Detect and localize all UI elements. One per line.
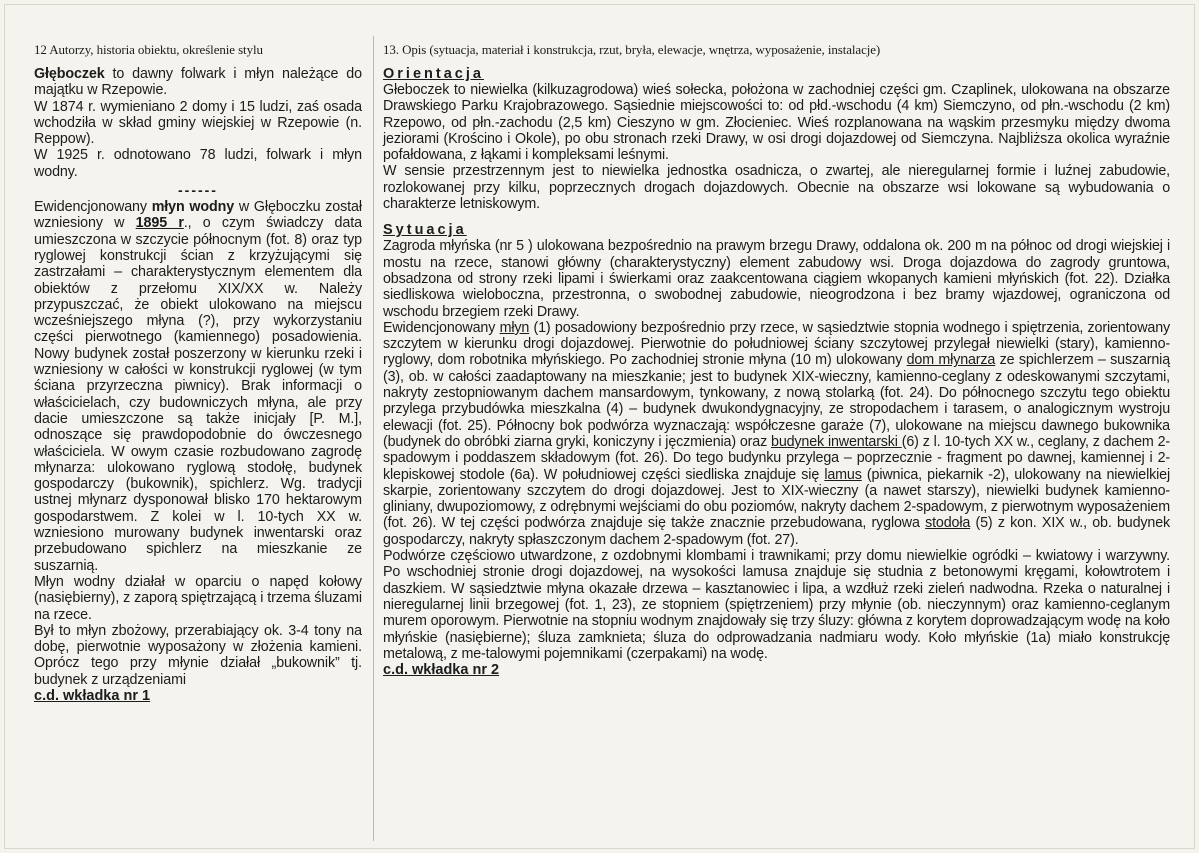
situation-text-a: Ewidencjonowany	[383, 319, 500, 336]
lamus-term: lamus	[824, 466, 862, 483]
miller-house-term: dom młynarza	[906, 352, 996, 369]
mill-history-paragraph	[34, 199, 362, 574]
situation-text-d: (6) z l. 10-tych XX w., ceglany, z dachem 2-spadowym i poddaszem składowym (fot. 26). Do tego budynku przylega – poprzecznie - fragment po dawnej, kamiennej i 2-klepiskowej stodole (6a). W południowej części siedliska znajduje się	[383, 433, 1170, 483]
orientation-paragraph-2: W sensie przestrzennym jest to niewielka jednostka osadnicza, o zwartej, ale nieregularnej formie i luźnej zabudowie, rozlokowanej przy kilku, poprzecznych drogach dojazdowych. Obecnie na obszarze wsi lokowane są wybudowania o charakterze letniskowym.	[383, 163, 1170, 213]
orientation-paragraph-1: Głeboczek to niewielka (kilkuzagrodowa) wieś sołecka, położona w zachodniej części gm. Czaplinek, ulokowana na obszarze Drawskiego Parku Krajobrazowego. Sąsiednie miejscowości to: od płd.-wschodu (4 km) Siemczyno, od płn.-wschodu (2 km) Rzepowo, od płn.-zachodu (2,5 km) Cieszyno w gm. Złocieniec. Wieś rozplanowana na wąskim przesmyku między dwoma jeziorami (Krościno i Okole), po obu stronach rzeki Drawy, w osi drogi dojazdowej od Siemczyna. Najbliższa okolica wyraźnie pofałdowana, z łąkami i kompleksami leśnymi.	[383, 82, 1170, 164]
right-column-header: 13. Opis (sytuacja, materiał i konstrukcja, rzut, bryła, elewacje, wnętrza, wyposażenie, instalacje)	[383, 42, 881, 57]
intro-paragraph	[34, 66, 362, 99]
intro-text: to dawny folwark i młyn należące do majątku w Rzepowie.	[34, 66, 362, 99]
situation-heading: Sytuacja	[383, 222, 467, 239]
history-1925-paragraph: W 1925 r. odnotowano 78 ludzi, folwark i młyn wodny.	[34, 147, 362, 180]
situation-text-c: ze spichlerzem – suszarnią (3), ob. w całości zaadaptowany na mieszkanie; jest to budynek XIX-wieczny, kamienno-ceglany z odeskowanymi szczytami, nakryty zestopniowanym dachem mansardowym, tynkowany, z nową stolarką (fot. 24). Do północnego szczytu tego obiektu przylega przybudówka mieszkalna (4) – budynek dwukondygnacyjny, ze stropodachem i tarasem, o analogicznym wystroju elewacji (fot. 25). Północny bok podwórza wyznaczają: współczesne garaże (7), ulokowane na miejscu dawnego bukownika (budynek do obróbki ziarna gryki, koniczyny i jęczmienia) oraz	[383, 352, 1170, 450]
mill-history-text-a: Ewidencjonowany	[34, 199, 152, 216]
mill-term: młyn	[499, 319, 530, 336]
livestock-building-term: budynek inwentarski	[771, 433, 902, 450]
build-year: 1895 r	[135, 215, 184, 232]
section-separator: ------	[178, 182, 218, 199]
situation-text-f: (5) z kon. XIX w., ob. budynek gospodarczy, nakryty spłaszczonym dachem 2-spadowym (fot. 27).	[383, 515, 1170, 548]
right-column	[383, 42, 1170, 679]
mill-history-text-c: w Głęboczku został wzniesiony w	[34, 199, 362, 232]
situation-paragraph-2	[383, 320, 1170, 548]
left-column-header: 12 Autorzy, historia obiektu, określenie stylu	[34, 42, 263, 57]
left-column	[34, 42, 362, 705]
continued-insert-2: c.d. wkładka nr 2	[383, 662, 500, 679]
section-gap	[383, 212, 1170, 222]
barn-term: stodoła	[925, 515, 971, 532]
mill-history-text-d: ., o czym świadczy data umieszczona w szczycie północnym (fot. 8) oraz typ ryglowej konstrukcji ścian z krzyżującymi się zastrzałami – charakterystycznym elementem dla obiektów z przełomu XIX/XX w. Należy przypuszczać, że obiekt ulokowano na miejscu wcześniejszego młyna (?), przy wykorzystaniu części pierwotnego (kamiennego) posadowienia. Nowy budynek został poszerzony w kierunku rzeki i wzniesiony w całości w konstrukcji ryglowej (w tym ściana przyrzeczna piwnicy). Brak informacji o właścicielach, czy budowniczych młyna, ale przy dacie umieszczone są także inicjały [P. M.], odnoszące się prawdopodobnie do ówczesnego właściciela. W owym czasie rozbudowano zagrodę młynarza: ulokowano ryglową stodołę, budynek gospodarczy (bukownik), spichlerz. Wg. tradycji ustnej młynarz dysponował blisko 170 hektarowym gospodarstwem. Z kolei w l. 10-tych XX w. wzniesiono murowany budynek inwentarski oraz przebudowano spichlerz na mieszkanie ze suszarnią.	[34, 215, 362, 574]
mill-highlight: młyn wodny	[151, 199, 235, 216]
situation-paragraph-3: Podwórze częściowo utwardzone, z ozdobnymi klombami i trawnikami; przy domu niewielkie ogródki – kwiatowy i warzywny. Po wschodniej stronie drogi dojazdowej, na wysokości lamusa znajduje się studnia z betonowymi kręgami, kołowtrotem i daszkiem. W sąsiedztwie młyna okazałe drzewa – kasztanowiec i lipa, a wzdłuż rzeki zieleń nadwodna. Rzeka o naturalnej i nieregularnej linii brzegowej (fot. 1, 23), ze stopniem (spiętrzeniem) przy młynie (ob. nieczynnym) oraz kamienno-ceglanym murem oporowym. Pierwotnie na stopniu wodnym znajdowały się trzy śluzy: główna z korytem doprowadzającym wodę na koło młyńskie (nasiębierne); śluza zamknieta; śluza do odprowadzania nadmiaru wody. Koło młyńskie (1a) miało konstrukcję metalową, z me-talowymi pojemnikami (czerpakami) na wodę.	[383, 548, 1170, 662]
mill-type-paragraph: Był to młyn zbożowy, przerabiający ok. 3-4 tony na dobę, pierwotnie wyposażony w złożenia kamieni. Oprócz tego przy młynie działał „bukownik” tj. budynek z urządzeniami	[34, 622, 362, 688]
orientation-heading: Orientacja	[383, 66, 484, 82]
continued-insert-1: c.d. wkładka nr 1	[34, 687, 151, 704]
place-name: Głęboczek	[34, 66, 105, 82]
situation-text-b: (1) posadowiony bezpośrednio przy rzece, w sąsiedztwie stopnia wodnego i spiętrzenia, zorientowany szczytem w kierunku drogi dojazdowej. Pierwotnie do południowej ściany szczytowej przylegał niewielki (stary), kamienno-ryglowy, dom robotnika młyńskiego. Po zachodniej stronie młyna (10 m) ulokowany	[383, 319, 1170, 369]
situation-paragraph-1: Zagroda młyńska (nr 5 ) ulokowana bezpośrednio na prawym brzegu Drawy, oddalona ok. 200 m na północ od drogi wiejskiej i mostu na rzece, stanowi główny (charakterystyczny) element zabudowy wsi. Droga dojazdowa do zagrody gruntowa, obsadzona od strony rzeki lipami i świerkami oraz zaakcentowana ciągiem wkopanych kamieni młyńskich (fot. 22). Działka siedliskowa wieloboczna, przestronna, o swobodnej zabudowie, nieogrodzona i bez bramy wjazdowej, ograniczona od wschodu brzegiem rzeki Drawy.	[383, 238, 1170, 320]
mill-drive-paragraph: Młyn wodny działał w oparciu o napęd kołowy (nasiębierny), z zaporą spiętrzającą i trzema śluzami na rzece.	[34, 573, 362, 623]
column-divider	[373, 36, 374, 841]
history-1874-paragraph: W 1874 r. wymieniano 2 domy i 15 ludzi, zaś osada wchodziła w skład gminy wiejskiej w Rzepowie (n. Reppow).	[34, 98, 362, 148]
situation-text-e: (piwnica, piekarnik -2), ulokowany na niewielkiej skarpie, zorientowany szczytem do drogi dojazdowej. Jest to XIX-wieczny (a nawet starszy), niewielki budynek kamienno-gliniany, dwupoziomowy, z odrębnymi wejściami do obu poziomów, nakryty dachem 2-spadowym, z pierwotnym wyposażeniem (fot. 26). W tej części podwórza znajduje się także znacznie przebudowana, ryglowa	[383, 466, 1170, 532]
